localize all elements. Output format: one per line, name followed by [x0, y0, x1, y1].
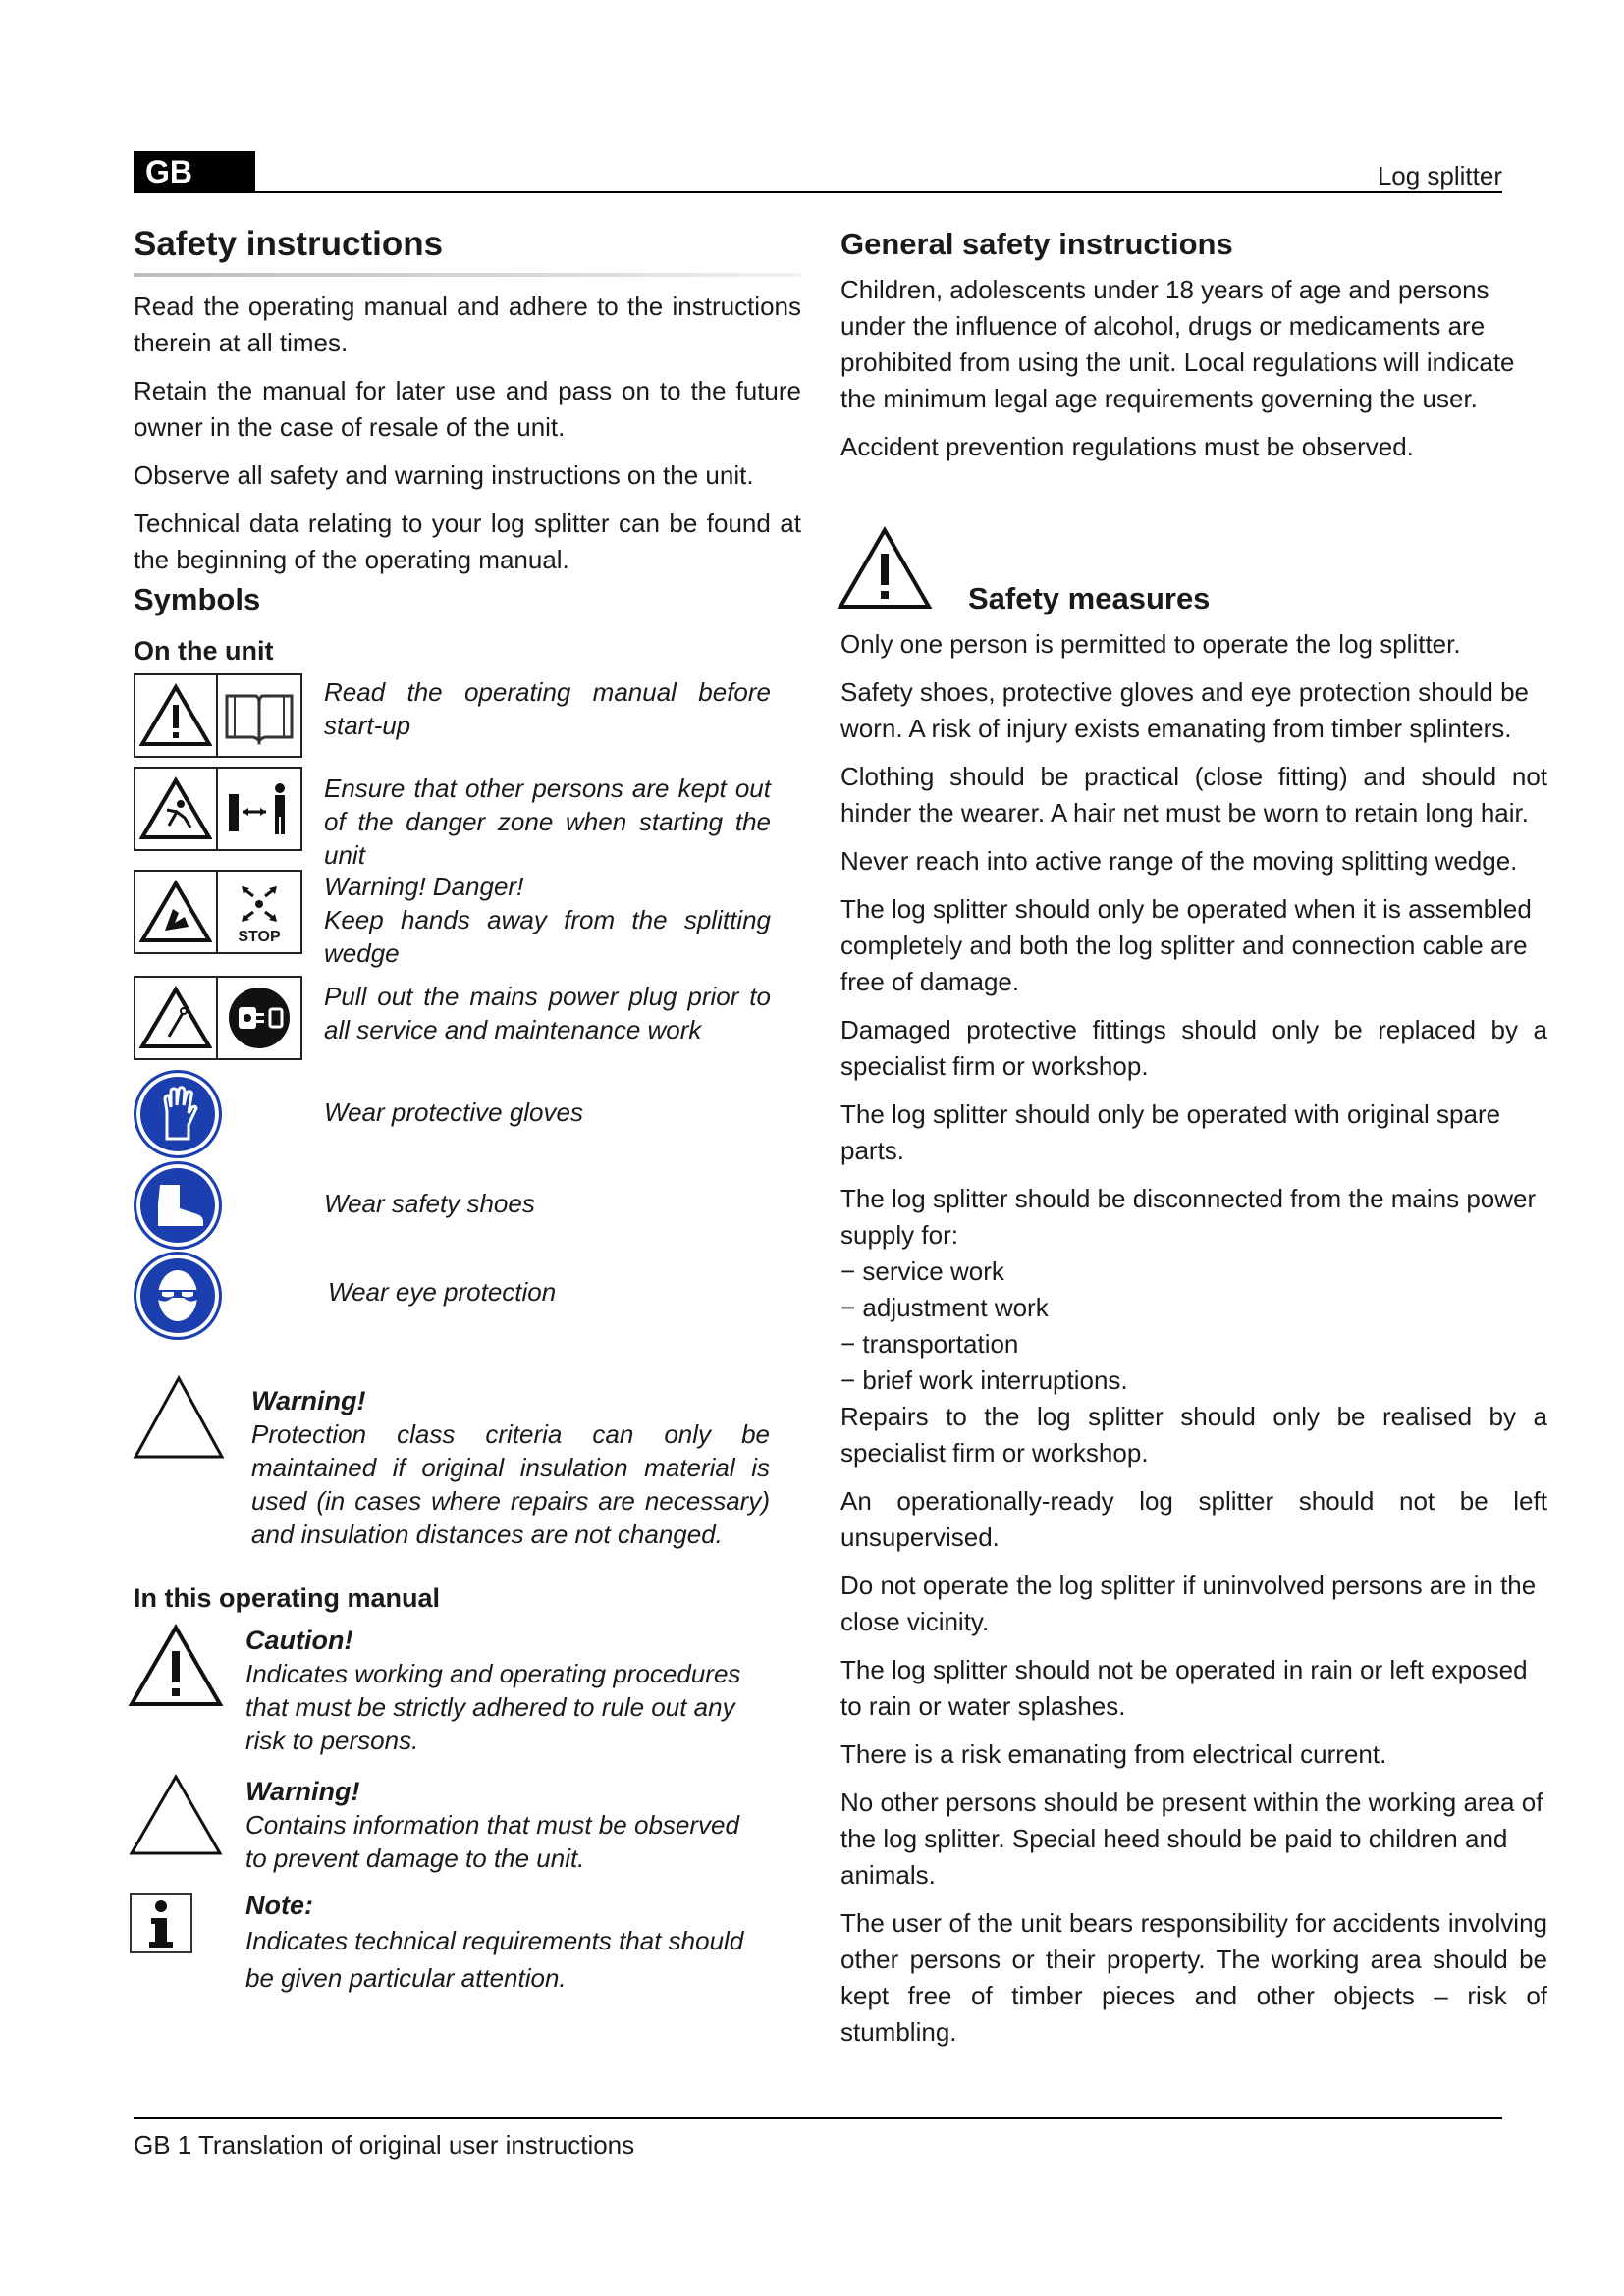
- paragraph: Repairs to the log splitter should only be realised by a specialist firm or workshop.: [840, 1402, 1547, 1468]
- paragraph: There is a risk emanating from electrical current.: [840, 1739, 1387, 1769]
- warning-falling-icon: [134, 767, 218, 851]
- paragraph: Accident prevention regulations must be observed.: [840, 432, 1414, 462]
- note-title: Note:: [245, 1891, 313, 1920]
- paragraph: Only one person is permitted to operate the log splitter.: [840, 629, 1461, 659]
- on-unit-heading: On the unit: [134, 636, 274, 666]
- language-badge: GB: [134, 151, 255, 192]
- symbol-row-hands-away: [134, 870, 302, 954]
- gloves-icon: [134, 1070, 222, 1158]
- safety-measures-warning-icon: [837, 526, 933, 615]
- caution-icon: [128, 1624, 224, 1713]
- info-note: [245, 1889, 766, 1997]
- list-item: − brief work interruptions.: [840, 1365, 1128, 1395]
- section-rule: [134, 273, 801, 277]
- header-title: Log splitter: [1377, 161, 1502, 190]
- paragraph: Read the operating manual and adhere to the instructions therein at all times.: [134, 292, 801, 357]
- warning-triangle-icon: [134, 673, 218, 758]
- stop-label: STOP: [238, 929, 281, 945]
- keep-distance-icon: [218, 767, 302, 851]
- paragraph: Never reach into active range of the moving splitting wedge.: [840, 846, 1518, 876]
- left-column: [134, 224, 801, 590]
- paragraph: An operationally-ready log splitter should not be left unsupervised.: [840, 1486, 1547, 1552]
- safety-measures-heading: Safety measures: [968, 581, 1211, 615]
- note-title: Warning!: [245, 1777, 360, 1806]
- symbol-text: Read the operating manual before start-up: [324, 677, 771, 740]
- warning-triangle-outline-icon: [128, 1773, 224, 1862]
- gloves-sign: [134, 1070, 222, 1158]
- book-icon: [218, 673, 302, 758]
- safety-measures-list: [840, 626, 1547, 2062]
- paragraph: Do not operate the log splitter if uninvolved persons are in the close vicinity.: [840, 1571, 1537, 1636]
- paragraph: The log splitter should not be operated in rain or left exposed to rain or water splashes.: [840, 1655, 1528, 1721]
- paragraph: The log splitter should only be operated with original spare parts.: [840, 1099, 1501, 1165]
- paragraph: Technical data relating to your log splitter can be found at the beginning of the operating manual.: [134, 508, 801, 574]
- symbols-heading: Symbols: [134, 582, 261, 616]
- paragraph: Retain the manual for later use and pass on to the future owner in the case of resale of the unit.: [134, 376, 801, 442]
- warning-note-unit: [251, 1384, 770, 1551]
- paragraph: The log splitter should be disconnected from the mains power supply for:: [840, 1184, 1537, 1250]
- symbol-text: Ensure that other persons are kept out of the danger zone when starting the unit: [324, 774, 771, 870]
- paragraph: Clothing should be practical (close fitting) and should not hinder the wearer. A hair net must be worn to retain long hair.: [840, 762, 1547, 828]
- footer-rule: [134, 2117, 1502, 2119]
- paragraph: Children, adolescents under 18 years of age and persons under the influence of alcohol, drugs or medicaments are prohibited from using the unit. Local regulations will indicate the minimum legal age requirements governing the user.: [840, 275, 1515, 414]
- warning-triangle-outline-icon: [132, 1374, 226, 1466]
- header-rule: [134, 191, 1502, 193]
- note-body: Indicates working and operating procedures that must be strictly adhered to rule out any risk to persons.: [245, 1659, 741, 1755]
- section-title: Safety instructions: [134, 225, 444, 263]
- manual-symbols-heading: In this operating manual: [134, 1583, 441, 1613]
- symbol-text: Wear safety shoes: [324, 1189, 535, 1218]
- info-icon: [130, 1893, 192, 1953]
- eye-protection-sign: [134, 1252, 222, 1340]
- symbol-text: Wear eye protection: [328, 1277, 557, 1307]
- paragraph: Safety shoes, protective gloves and eye protection should be worn. A risk of injury exists emanating from timber splinters.: [840, 677, 1529, 743]
- symbol-row-read-manual: [134, 673, 302, 758]
- note-title: Caution!: [245, 1626, 353, 1655]
- symbol-row-danger-zone: [134, 767, 302, 851]
- paragraph: No other persons should be present within the working area of the log splitter. Special heed should be paid to children and animals.: [840, 1788, 1543, 1890]
- footer-text: GB 1 Translation of original user instructions: [134, 2130, 635, 2160]
- paragraph: The user of the unit bears responsibility for accidents involving other persons or their property. The working area should be kept free of timber pieces and other objects – risk of stumbling.: [840, 1908, 1547, 2047]
- note-body: Protection class criteria can only be maintained if original insulation material is used (in cases where repairs are necessary) and insulation distances are not changed.: [251, 1419, 770, 1549]
- warning-hand-icon: [134, 870, 218, 954]
- shoes-sign: [134, 1161, 222, 1250]
- stop-rotation-icon: [218, 870, 302, 954]
- list-item: − transportation: [840, 1329, 1019, 1359]
- general-safety-section: [840, 226, 1547, 477]
- general-safety-heading: General safety instructions: [840, 227, 1233, 261]
- symbol-text: Wear protective gloves: [324, 1097, 583, 1127]
- warning-tool-icon: [134, 976, 218, 1060]
- safety-shoe-icon: [134, 1161, 222, 1250]
- unplug-icon: [218, 976, 302, 1060]
- eye-protection-icon: [134, 1252, 222, 1340]
- note-title: Warning!: [251, 1386, 366, 1415]
- list-item: − adjustment work: [840, 1293, 1049, 1322]
- list-item: − service work: [840, 1256, 1004, 1286]
- symbol-row-unplug: [134, 976, 302, 1060]
- paragraph: Damaged protective fittings should only be replaced by a specialist firm or workshop.: [840, 1015, 1547, 1081]
- paragraph: Observe all safety and warning instructions on the unit.: [134, 460, 754, 490]
- note-body: Contains information that must be observed to prevent damage to the unit.: [245, 1810, 739, 1873]
- symbol-text: Warning! Danger! Keep hands away from the splitting wedge: [324, 872, 771, 968]
- warning-note-manual: [245, 1775, 766, 1875]
- caution-note: [245, 1624, 766, 1757]
- paragraph: The log splitter should only be operated when it is assembled completely and both the log splitter and connection cable are free of damage.: [840, 894, 1532, 996]
- note-body: Indicates technical requirements that should be given particular attention.: [245, 1926, 744, 1993]
- symbol-text: Pull out the mains power plug prior to all service and maintenance work: [324, 982, 771, 1044]
